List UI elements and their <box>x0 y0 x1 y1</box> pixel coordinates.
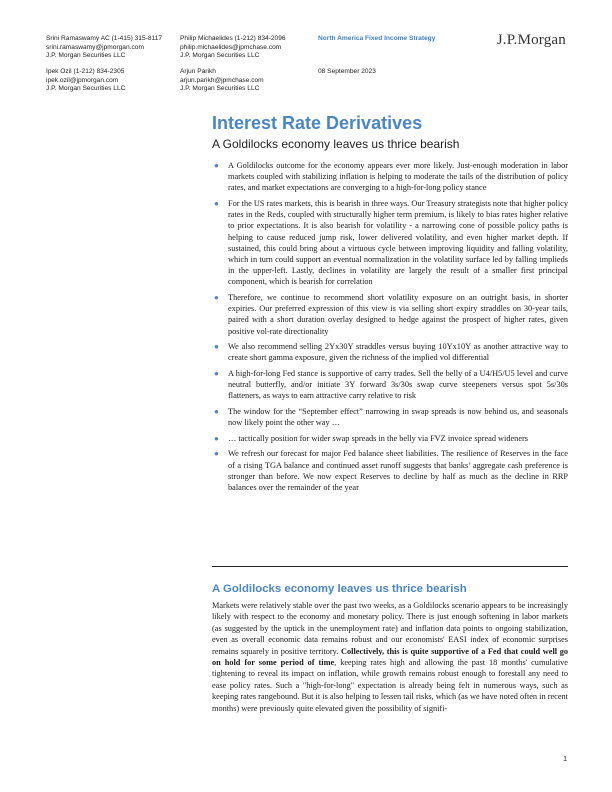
key-point-text: We refresh our forecast for major Fed balance sheet liabilities. The resilience of Reserves in the face of a rising TGA balance and continued asset runoff suggests that banks’ aggregate cash preference is stronger than before. We now expect Reserves to decline by half as much as the decline in RRP balances over the remainder of the year <box>228 449 568 493</box>
analyst-name-phone: Philip Michaelides (1-212) 834-2096 <box>180 35 286 42</box>
analyst-firm: J.P. Morgan Securities LLC <box>180 85 260 93</box>
body-paragraph <box>212 600 568 714</box>
key-point-item <box>212 292 568 337</box>
key-point-item <box>212 341 568 363</box>
page-number: 1 <box>563 756 567 763</box>
bullet-marker-icon: ● <box>214 293 219 303</box>
report-date: 08 September 2023 <box>318 68 376 75</box>
key-point-item <box>212 368 568 402</box>
bullet-marker-icon: ● <box>214 199 219 208</box>
jpmorgan-logo: J.P.Morgan <box>496 32 566 48</box>
analyst-firm: J.P. Morgan Securities LLC <box>46 52 126 60</box>
key-point-text: … tactically position for wider swap spreads in the belly via FVZ invoice spread wideners <box>228 433 528 443</box>
bullet-marker-icon: ● <box>214 161 219 170</box>
analyst-contact-parikh <box>180 68 264 94</box>
key-point-item <box>212 448 568 493</box>
bullet-marker-icon: ● <box>214 342 219 352</box>
key-point-item <box>212 160 568 194</box>
report-title: Interest Rate Derivatives <box>212 113 423 133</box>
body-text-bold: Collectively, this is quite supportive of a Fed that could well go on hold for some period of time <box>212 646 569 668</box>
key-points-list <box>212 160 568 498</box>
analyst-email: philip.michaelides@jpmchase.com <box>180 43 282 51</box>
bullet-marker-icon: ● <box>214 433 219 443</box>
analyst-firm: J.P. Morgan Securities LLC <box>46 85 126 93</box>
analyst-name-phone: Ipek Ozil (1-212) 834-2305 <box>46 68 125 75</box>
research-unit-label: North America Fixed Income Strategy <box>318 35 436 42</box>
analyst-firm: J.P. Morgan Securities LLC <box>180 52 260 60</box>
key-point-text: Therefore, we continue to recommend short volatility exposure on an outright basis, in shorter expiries. Our preferred expression of this view is via selling short expiry straddles on 30-year tails, paired with a short duration overlay designed to hedge against the prospect of higher rates, given positive vol-rate directionality <box>228 293 568 336</box>
analyst-name-phone: Srini Ramaswamy AC (1-415) 315-8117 <box>46 35 163 42</box>
analyst-email: arjun.parikh@jpmchase.com <box>180 76 264 84</box>
analyst-contact-ozil <box>46 68 125 94</box>
analyst-name-phone: Arjun Parikh <box>180 68 216 75</box>
key-point-item <box>212 406 568 428</box>
body-text-intro: Markets were relatively stable over the past two weeks, as a Goldilocks scenario appears to be increasingly likely with respect to the economy and monetary policy. There is just enough softening in labor markets (as suggested by the uptick in the unemployment rate) and inflation data points to ongoing stabilization, even as overall economic data remains robust and our economists' EASI index of economic surprises remains squarely in positive territory. <box>212 601 568 656</box>
key-point-text: The window for the “September effect” narrowing in swap spreads is now behind us, and seasonals now likely point the other way … <box>228 407 568 428</box>
key-point-text: For the US rates markets, this is bearish in three ways. Our Treasury strategists note that higher policy rates in the Reds, coupled with structurally higher term premium, is likely to bias rates higher relative to prior expectations. It is also bearish for volatility - a narrowing cone of possible policy paths is helping to cause reduced jump risk, lower delivered volatility, and even higher market depth. If sustained, this could bring about a virtuous cycle between improving liquidity and falling volatility, which in turn could support an eventual normalization in the volatility surface led by falling implieds in the upper-left. Lastly, declines in volatility are largely the result of a smaller first principal component, which is bearish for correlation <box>228 199 568 287</box>
bullet-marker-icon: ● <box>214 407 219 417</box>
key-point-text: We also recommend selling 2Yx30Y straddles versus buying 10Yx10Y as another attractive way to create short gamma exposure, given the richness of the implied vol differential <box>228 342 568 363</box>
key-point-text: A Goldilocks outcome for the economy appears ever more likely. Just-enough moderation in labor markets coupled with stabilizing inflation is helping to moderate the tails of the distribution of policy rates, and market expectations are converging to a high-for-long policy stance <box>228 161 568 193</box>
section-divider <box>212 566 568 567</box>
analyst-contact-michaelides <box>180 35 286 61</box>
bullet-marker-icon: ● <box>214 449 219 459</box>
key-point-item <box>212 433 568 444</box>
section-heading: A Goldilocks economy leaves us thrice bearish <box>212 583 467 595</box>
analyst-email: srini.ramaswamy@jpmorgan.com <box>46 43 144 51</box>
analyst-email: ipek.ozil@jpmorgan.com <box>46 76 119 84</box>
bullet-marker-icon: ● <box>214 369 219 379</box>
report-subtitle: A Goldilocks economy leaves us thrice bearish <box>212 137 460 151</box>
key-point-text: A high-for-long Fed stance is supportive of carry trades. Sell the belly of a U4/H5/U5 level and curve neutral butterfly, and/or initiate 3Y forward 3s/30s swap curve steepeners versus spot 5s/30s flatteners, as ways to earn attractive carry relative to risk <box>228 369 568 401</box>
key-point-item <box>212 198 568 288</box>
body-text-continued: , keeping rates high and allowing the past 18 months' cumulative tightening to reveal its impact on inflation, while growth remains robust enough to forestall any need to ease policy rates. Such a "high-for-long" expectation is already being felt in numerous ways, such as keeping rates rangebound. But it is also helping to lessen tail risks, which (as we have noted often in recent months) were previously quite elevated given the possibility of signifi- <box>212 658 568 713</box>
analyst-contact-ramaswamy <box>46 35 162 61</box>
